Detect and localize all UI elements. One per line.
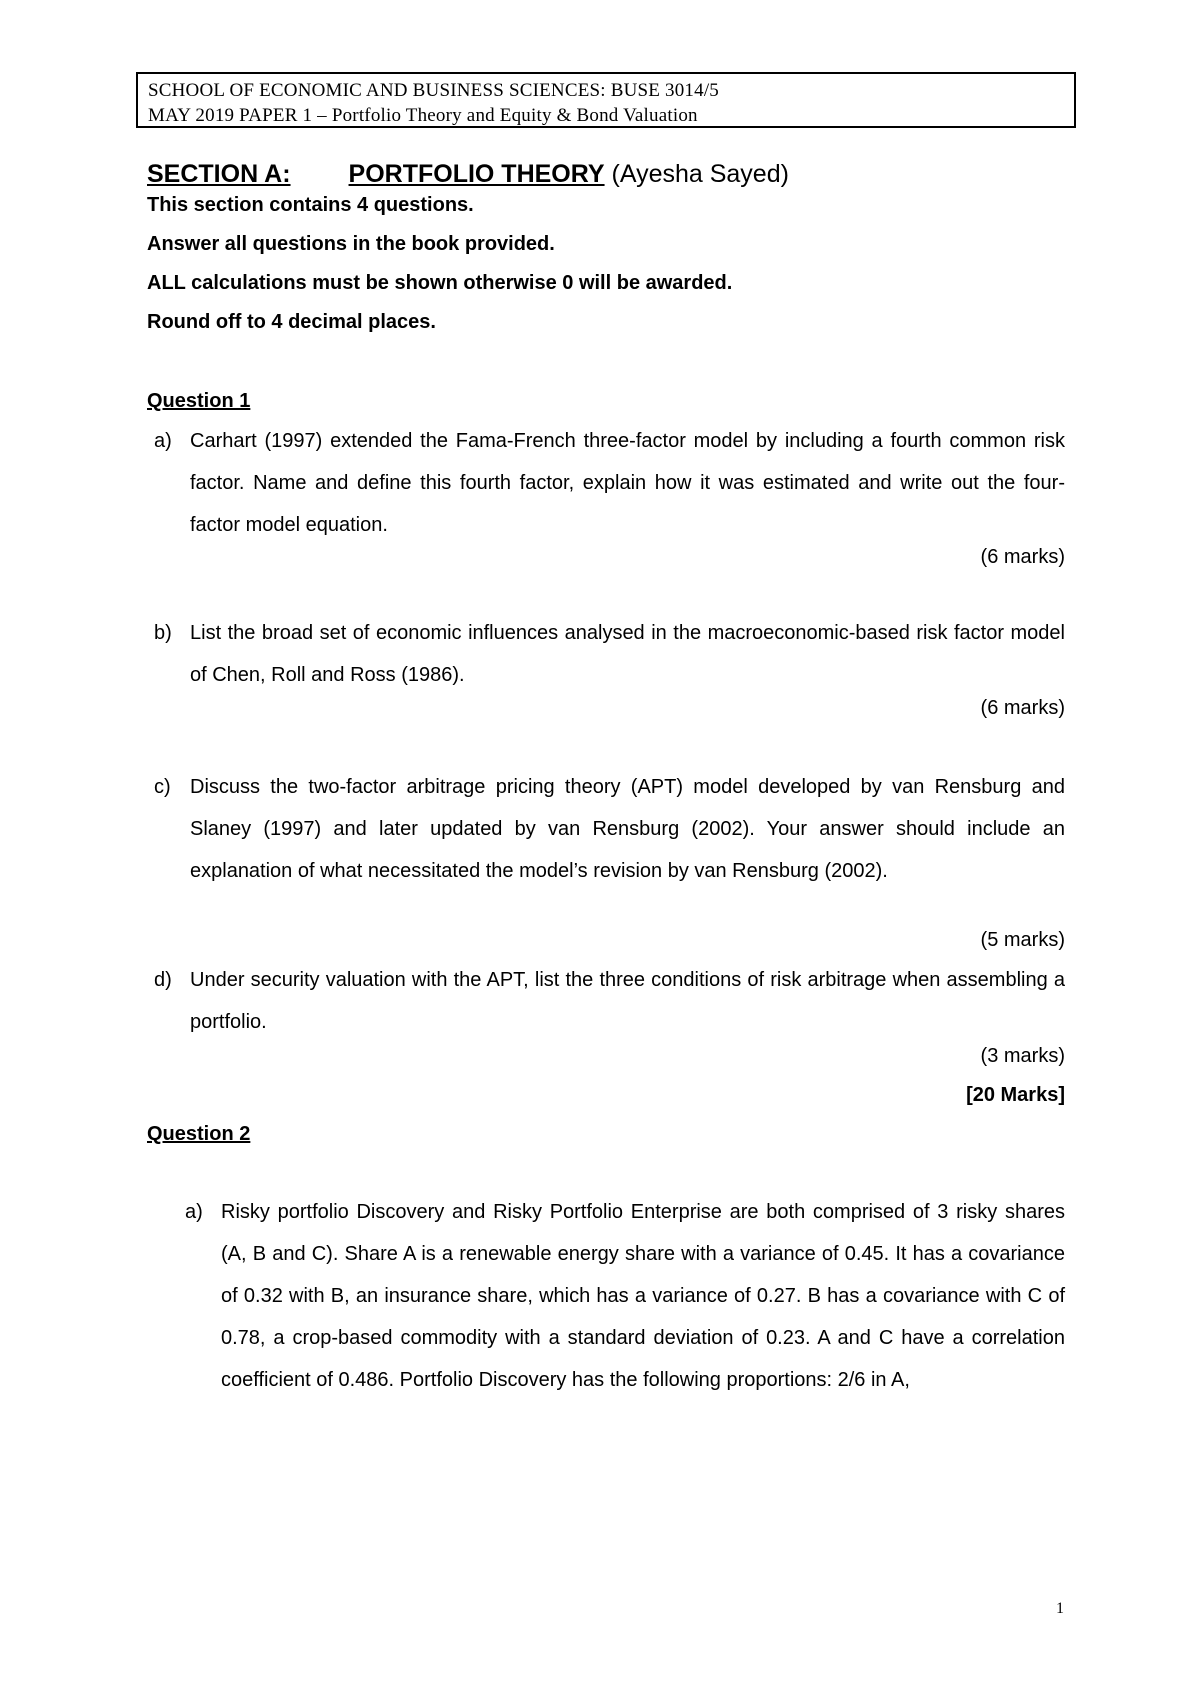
q1-part-c-marks: (5 marks) bbox=[980, 929, 1065, 951]
question-1-title: Question 1 bbox=[147, 390, 251, 412]
q1-part-a-text: Carhart (1997) extended the Fama-French three-factor model by including a fourth common risk factor. Name and define this fourth factor, explain how it was estimated and write out the four-factor model equation. bbox=[190, 430, 1065, 536]
q1-part-a bbox=[147, 420, 1065, 550]
page-number: 1 bbox=[1056, 1600, 1064, 1617]
q2-part-a-label: a) bbox=[185, 1201, 203, 1223]
q1-part-a-label: a) bbox=[154, 430, 172, 452]
q1-part-d bbox=[147, 959, 1065, 1049]
q1-part-d-marks: (3 marks) bbox=[980, 1045, 1065, 1067]
q1-total-marks: [20 Marks] bbox=[966, 1084, 1065, 1106]
section-author: (Ayesha Sayed) bbox=[611, 160, 789, 188]
q1-part-a-marks: (6 marks) bbox=[980, 546, 1065, 568]
header-line-2: MAY 2019 PAPER 1 – Portfolio Theory and Equity & Bond Valuation bbox=[148, 105, 698, 126]
document-header bbox=[136, 72, 1076, 128]
instruction-2: Answer all questions in the book provided. bbox=[147, 233, 555, 255]
q1-part-b-text: List the broad set of economic influences analysed in the macroeconomic-based risk factor model of Chen, Roll and Ross (1986). bbox=[190, 622, 1065, 686]
q2-part-a bbox=[147, 1191, 1065, 1451]
q1-part-d-label: d) bbox=[154, 969, 172, 991]
q1-part-b-marks: (6 marks) bbox=[980, 697, 1065, 719]
instruction-4: Round off to 4 decimal places. bbox=[147, 311, 436, 333]
instruction-3: ALL calculations must be shown otherwise 0 will be awarded. bbox=[147, 272, 733, 294]
q1-part-c-text: Discuss the two-factor arbitrage pricing theory (APT) model developed by van Rensburg and Slaney (1997) and later updated by van Rensburg (2002). Your answer should include an explanation of what necessitated the model’s revision by van Rensburg (2002). bbox=[190, 776, 1065, 882]
q1-part-d-text: Under security valuation with the APT, list the three conditions of risk arbitrage when assembling a portfolio. bbox=[190, 969, 1065, 1033]
q1-part-c-label: c) bbox=[154, 776, 171, 798]
section-topic: PORTFOLIO THEORY bbox=[348, 160, 605, 188]
q1-part-b bbox=[147, 612, 1065, 702]
header-line-1: SCHOOL OF ECONOMIC AND BUSINESS SCIENCES: BUSE 3014/5 bbox=[148, 80, 720, 101]
section-label: SECTION A: bbox=[147, 160, 291, 188]
q2-part-a-text: Risky portfolio Discovery and Risky Portfolio Enterprise are both comprised of 3 risky shares (A, B and C). Share A is a renewable energy share with a variance of 0.45. It has a covariance of 0.32 with B, an insurance share, which has a variance of 0.27. B has a covariance with C of 0.78, a crop-based commodity with a standard deviation of 0.23. A and C have a correlation coefficient of 0.486. Portfolio Discovery has the following proportions: 2/6 in A, bbox=[221, 1201, 1065, 1391]
question-2-title: Question 2 bbox=[147, 1123, 251, 1145]
q1-part-c bbox=[147, 766, 1065, 936]
q1-part-b-label: b) bbox=[154, 622, 172, 644]
section-title bbox=[147, 158, 789, 190]
instruction-1: This section contains 4 questions. bbox=[147, 194, 474, 216]
